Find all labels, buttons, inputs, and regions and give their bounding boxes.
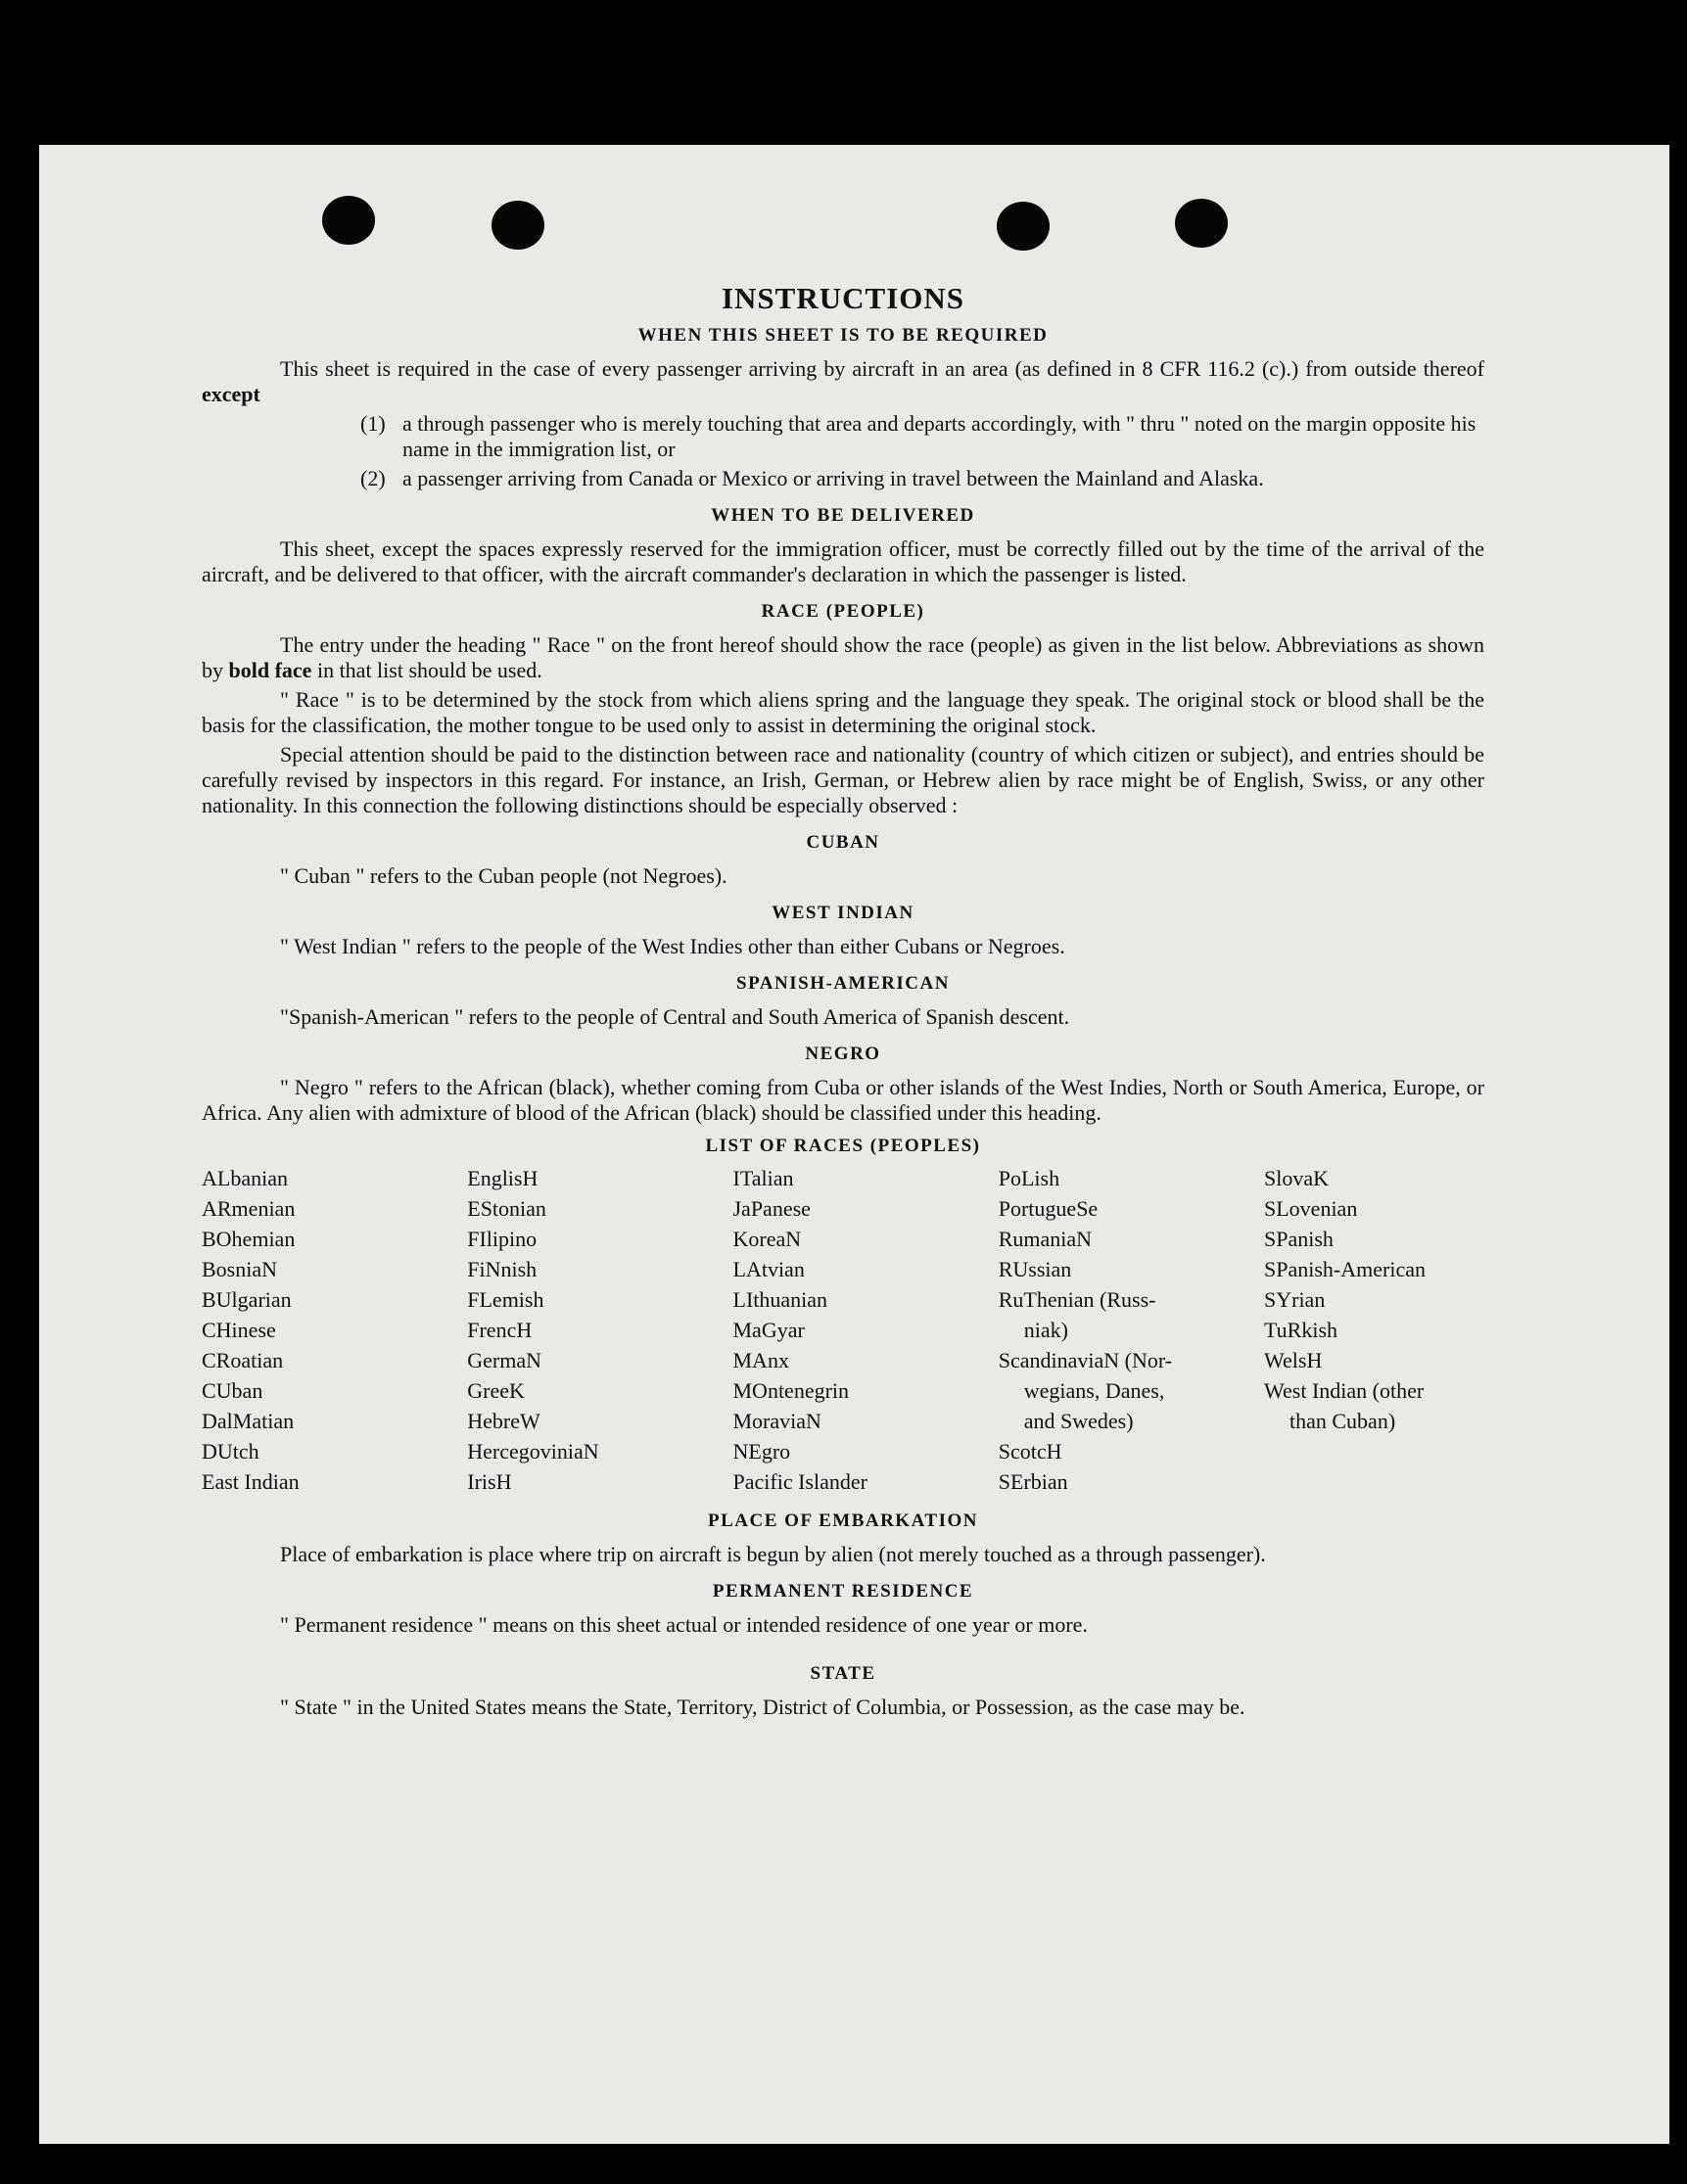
required-item-2	[202, 466, 1484, 491]
race-entry: East Indian	[202, 1469, 300, 1494]
race-entry: MaGyar	[732, 1318, 805, 1342]
race-entry: GreeK	[467, 1378, 525, 1403]
race-entry: SYrian	[1264, 1287, 1326, 1312]
races-column-1	[202, 1163, 456, 1497]
required-intro	[202, 356, 1484, 407]
race-entry: PortugueSe	[998, 1196, 1099, 1221]
heading-embarkation: PLACE OF EMBARKATION	[708, 1510, 978, 1531]
heading-negro: NEGRO	[805, 1044, 881, 1064]
race-entry: MAnx	[732, 1348, 789, 1372]
race-entry: PoLish	[998, 1166, 1060, 1190]
race-entry: EStonian	[467, 1196, 546, 1221]
race-entry: HercegoviniaN	[467, 1439, 599, 1464]
heading-spanish-american: SPANISH-AMERICAN	[736, 973, 950, 994]
west-indian-text: " West Indian " refers to the people of the West Indies other than either Cubans or Negroes.	[280, 934, 1065, 958]
race-entry: ScandinaviaN (Nor-	[998, 1348, 1173, 1372]
race-entry: HebreW	[467, 1409, 540, 1433]
race-entry: BUlgarian	[202, 1287, 292, 1312]
heading-delivered: WHEN TO BE DELIVERED	[711, 505, 975, 526]
race-entry: IrisH	[467, 1469, 512, 1494]
heading-residence: PERMANENT RESIDENCE	[712, 1581, 974, 1602]
embarkation-text: Place of embarkation is place where trip on aircraft is begun by alien (not merely touched as a through passenger).	[280, 1542, 1266, 1566]
race-entry: SLovenian	[1264, 1196, 1358, 1221]
race-entry: FLemish	[467, 1287, 544, 1312]
race-paragraph-1	[202, 632, 1484, 683]
heading-state: STATE	[810, 1663, 876, 1684]
race-entry: GermaN	[467, 1348, 541, 1372]
item-text: a through passenger who is merely touching that area and departs accordingly, with " thru " noted on the margin opposite his name in the immigration list, or	[402, 411, 1476, 461]
races-column-5	[1264, 1163, 1484, 1497]
punch-hole	[997, 202, 1050, 251]
item-number: (2)	[360, 466, 386, 490]
race-entry: CHinese	[202, 1318, 276, 1342]
page-title: INSTRUCTIONS	[721, 281, 964, 315]
race-entry: FiNnish	[467, 1257, 538, 1281]
race-entry-continuation: niak)	[1023, 1318, 1068, 1342]
race-paragraph-2: " Race " is to be determined by the stock from which aliens spring and the language they speak. The original stock or blood shall be the basis for the classification, the mother tongue to be used only to assist in determining the original stock.	[202, 687, 1484, 737]
race-paragraph-3: Special attention should be paid to the distinction between race and nationality (country of which citizen or subject), and entries should be carefully revised by inspectors in this regard. For instance, an Irish, German, or Hebrew alien by race might be of English, Swiss, or any other nationality. In this connection the following distinctions should be especially observed :	[202, 742, 1484, 817]
delivered-text: This sheet, except the spaces expressly reserved for the immigration officer, must be correctly filled out by the time of the arrival of the aircraft, and be delivered to that officer, with the aircraft commander's declaration in which the passenger is listed.	[202, 536, 1484, 586]
heading-west-indian: WEST INDIAN	[772, 903, 914, 923]
spanish-american-text: "Spanish-American " refers to the people of Central and South America of Spanish descent.	[280, 1004, 1070, 1029]
residence-text: " Permanent residence " means on this sheet actual or intended residence of one year or more.	[280, 1612, 1088, 1637]
races-column-2	[467, 1163, 722, 1497]
races-column-4	[999, 1163, 1253, 1497]
race-entry: BosniaN	[202, 1257, 277, 1281]
race-entry: NEgro	[732, 1439, 791, 1464]
cuban-text: " Cuban " refers to the Cuban people (not Negroes).	[280, 863, 727, 888]
race-entry: KoreaN	[732, 1227, 802, 1251]
race-entry: RuThenian (Russ-	[998, 1287, 1156, 1312]
race-entry: SErbian	[998, 1469, 1068, 1494]
required-intro-text: This sheet is required in the case of every passenger arriving by aircraft in an area (as defined in 8 CFR 116.2 (c).) from outside thereof	[280, 356, 1484, 381]
state-text: " State " in the United States means the State, Territory, District of Columbia, or Possession, as the case may be.	[280, 1695, 1245, 1719]
race-entry: RumaniaN	[998, 1227, 1093, 1251]
required-item-1	[202, 411, 1484, 462]
race-entry: CRoatian	[202, 1348, 284, 1372]
punch-hole	[1175, 199, 1228, 248]
race-entry: CUban	[202, 1378, 263, 1403]
negro-text: " Negro " refers to the African (black), whether coming from Cuba or other islands of the West Indies, North or South America, Europe, or Africa. Any alien with admixture of blood of the African (black) should be classified under this heading.	[202, 1075, 1484, 1125]
race-entry: FIlipino	[467, 1227, 538, 1251]
heading-cuban: CUBAN	[806, 832, 880, 853]
instructions-content	[202, 281, 1484, 1724]
race-entry: ARmenian	[202, 1196, 296, 1221]
required-intro-except: except	[202, 382, 260, 406]
race-entry: MoraviaN	[732, 1409, 821, 1433]
race-entry: ALbanian	[202, 1166, 288, 1190]
race-entry-continuation: wegians, Danes,	[1023, 1378, 1165, 1403]
race-entry-continuation: and Swedes)	[1023, 1409, 1134, 1433]
race-entry: Pacific Islander	[732, 1469, 867, 1494]
heading-list-of-races: LIST OF RACES (PEOPLES)	[705, 1136, 981, 1156]
race-entry: ScotcH	[998, 1439, 1062, 1464]
race-entry: SlovaK	[1264, 1166, 1329, 1190]
race-entry: SPanish	[1264, 1227, 1334, 1251]
race-p1-bold: bold face	[228, 658, 312, 682]
races-list	[202, 1163, 1484, 1497]
race-p1-text: The entry under the heading " Race " on the front hereof should show the race (people) as given in the list below. Abbreviations as shown by	[202, 632, 1484, 682]
race-entry: LAtvian	[732, 1257, 805, 1281]
race-p1-end: in that list should be used.	[311, 658, 542, 682]
heading-required: WHEN THIS SHEET IS TO BE REQUIRED	[637, 325, 1049, 346]
race-entry: FrencH	[467, 1318, 533, 1342]
item-number: (1)	[360, 411, 386, 436]
race-entry: BOhemian	[202, 1227, 296, 1251]
race-entry: RUssian	[998, 1257, 1072, 1281]
race-entry-continuation: than Cuban)	[1289, 1409, 1396, 1433]
race-entry: JaPanese	[732, 1196, 811, 1221]
race-entry: DalMatian	[202, 1409, 295, 1433]
races-column-3	[733, 1163, 988, 1497]
heading-race: RACE (PEOPLE)	[761, 601, 925, 622]
punch-hole	[322, 196, 375, 245]
race-entry: LIthuanian	[732, 1287, 828, 1312]
race-entry: West Indian (other	[1264, 1378, 1425, 1403]
race-entry: MOntenegrin	[732, 1378, 850, 1403]
race-entry: ITalian	[732, 1166, 794, 1190]
race-entry: TuRkish	[1264, 1318, 1338, 1342]
race-entry: DUtch	[202, 1439, 259, 1464]
race-entry: EnglisH	[467, 1166, 539, 1190]
race-entry: SPanish-American	[1264, 1257, 1426, 1281]
item-text: a passenger arriving from Canada or Mexico or arriving in travel between the Mainland and Alaska.	[402, 466, 1264, 490]
punch-hole	[492, 201, 544, 250]
race-entry: WelsH	[1264, 1348, 1323, 1372]
